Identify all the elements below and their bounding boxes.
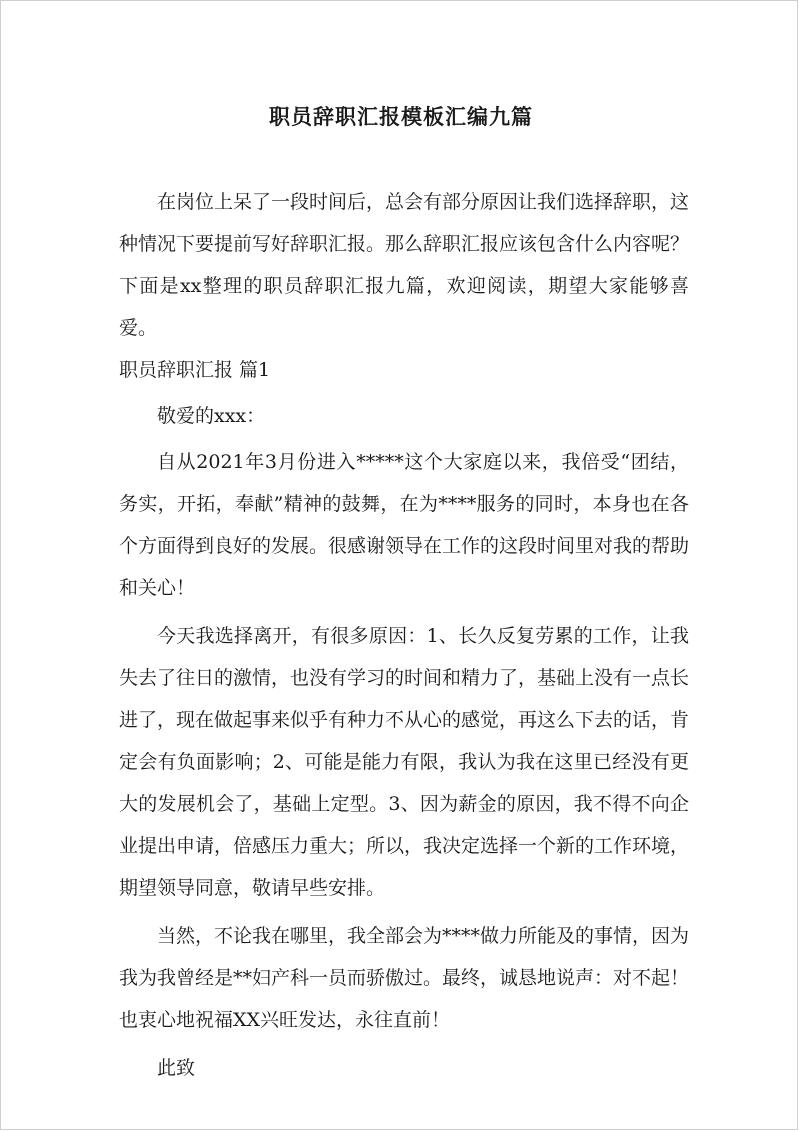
- body-paragraph: 自从2021年3月份进入*****这个大家庭以来，我倍受“团结，务实，开拓，奉献”精神的鼓舞，在为****服务的同时，本身也在各个方面得到良好的发展。很感谢领导在工作的这段时间里对我的帮助和关心！: [119, 451, 690, 599]
- document-title: 职员辞职汇报模板汇编九篇: [269, 104, 533, 129]
- section-heading: 职员辞职汇报 篇1: [119, 359, 271, 381]
- body-paragraph: 今天我选择离开，有很多原因：1、长久反复劳累的工作，让我失去了往日的激情，也没有学习的时间和精力了，基础上没有一点长进了，现在做起事来似乎有种力不从心的感觉，再这么下去的话，肯定会有负面影响；2、可能是能力有限，我认为我在这里已经没有更大的发展机会了，基础上定型。3、因为薪金的原因，我不得不向企业提出申请，倍感压力重大；所以，我决定选择一个新的工作环境，期望领导同意，敬请早些安排。: [119, 625, 690, 899]
- document-body: [119, 181, 689, 1089]
- salutation: 敬爱的xxx：: [157, 405, 266, 427]
- body-paragraph: 当然，不论我在哪里，我全部会为****做力所能及的事情，因为我为我曾经是**妇产科一员而骄傲过。最终，诚恳地说声：对不起！也衷心地祝福XX兴旺发达，永往直前！: [119, 925, 690, 1031]
- intro-paragraph: 在岗位上呆了一段时间后，总会有部分原因让我们选择辞职，这种情况下要提前写好辞职汇报。那么辞职汇报应该包含什么内容呢？下面是xx整理的职员辞职汇报九篇，欢迎阅读，期望大家能够喜爱。: [119, 191, 690, 339]
- closing-line: 此致: [157, 1057, 196, 1079]
